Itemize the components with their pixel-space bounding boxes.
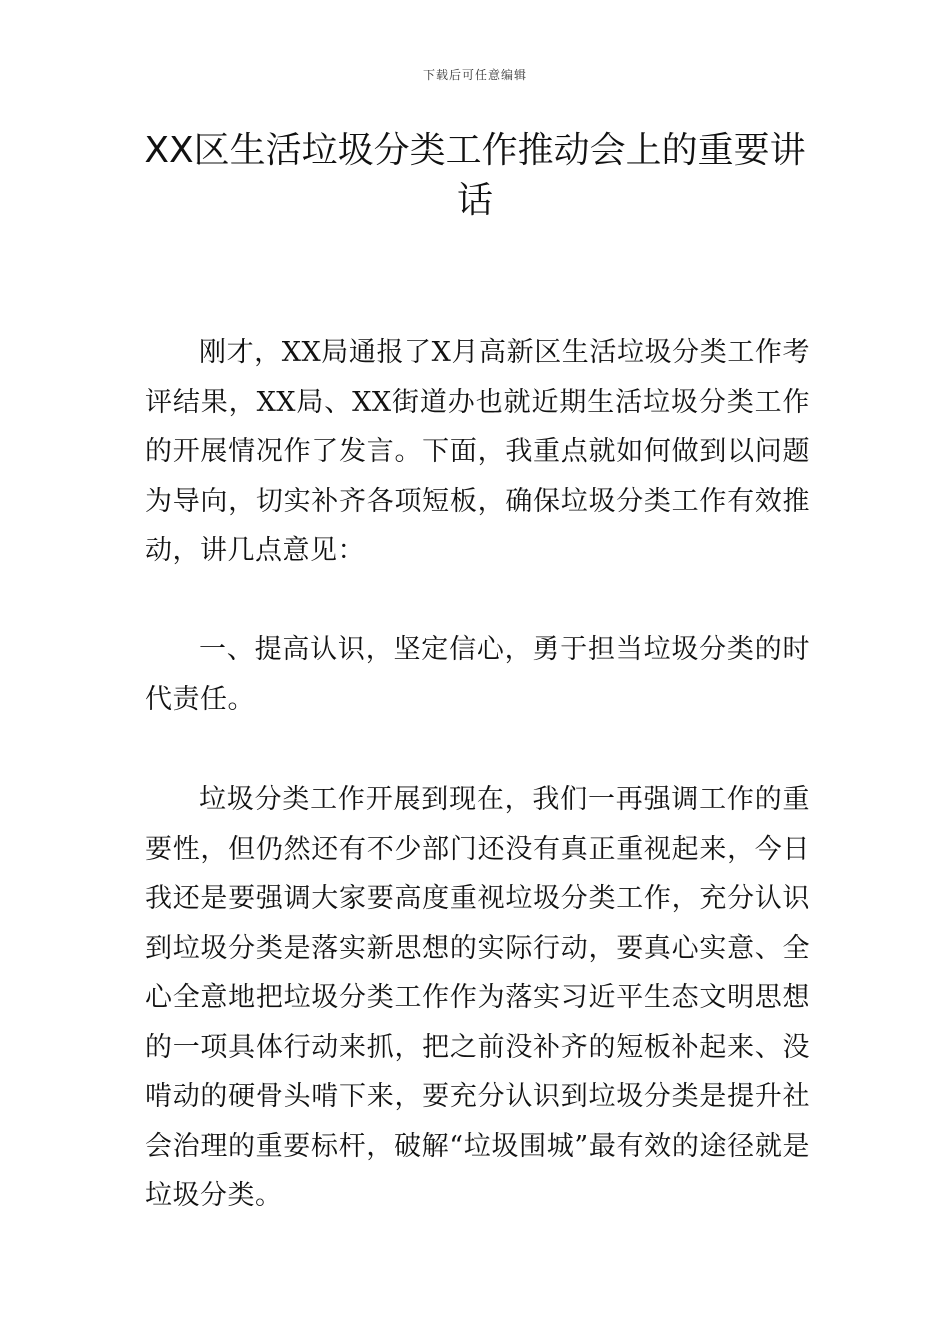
section-heading-text: 一、提高认识，坚定信心，勇于担当垃圾分类的时代责任。 <box>145 634 810 715</box>
paragraph-text: 垃圾分类工作开展到现在，我们一再强调工作的重要性，但仍然还有不少部门还没有真正重视起来，今日我还是要强调大家要高度重视垃圾分类工作，充分认识到垃圾分类是落实新思想的实际行动，要真心实意、全心全意地把垃圾分类工作作为落实习近平生态文明思想的一项具体行动来抓，把之前没补齐的短板补起来、没啃动的硬骨头啃下来，要充分认识到垃圾分类是提升社会治理的重要标杆，破解“垃圾围城”最有效的途径就是垃圾分类。 <box>145 784 810 1211</box>
section-heading-1 <box>145 625 810 724</box>
document-title: XX区生活垃圾分类工作推动会上的重要讲话 <box>144 130 806 221</box>
paragraph-intro <box>145 328 810 576</box>
header-note: 下载后可任意编辑 <box>422 68 527 82</box>
paragraph-section-1 <box>145 775 810 1221</box>
paragraph-text: 刚才，XX局通报了X月高新区生活垃圾分类工作考评结果，XX局、XX街道办也就近期生活垃圾分类工作的开展情况作了发言。下面，我重点就如何做到以问题为导向，切实补齐各项短板，确保垃圾分类工作有效推动，讲几点意见： <box>145 337 810 566</box>
